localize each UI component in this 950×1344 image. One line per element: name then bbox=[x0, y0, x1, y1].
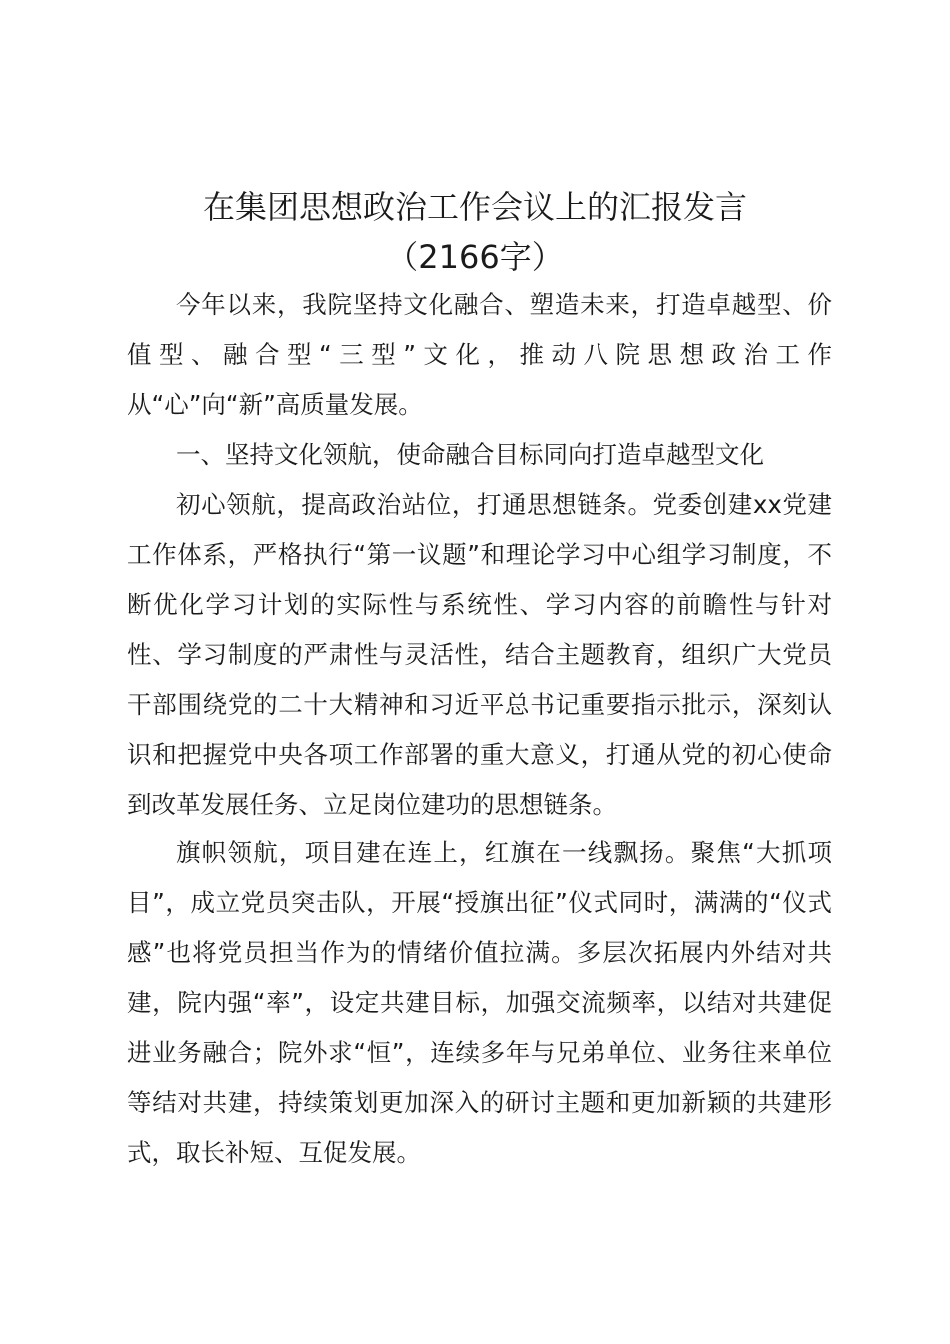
paragraph-block-2 bbox=[127, 828, 832, 1178]
paragraph-intro: 今年以来，我院坚持文化融合、塑造未来，打造卓越型、价值型、融合型“三型”文化，推动八院思想政治工作从“心”向“新”高质量发展。 bbox=[127, 290, 832, 419]
document-subtitle: （2166字） bbox=[386, 238, 564, 276]
paragraph-2: 旗帜领航，项目建在连上，红旗在一线飘扬。聚焦“大抓项目”，成立党员突击队，开展“授旗出征”仪式同时，满满的“仪式感”也将党员担当作为的情绪价值拉满。多层次拓展内外结对共建，院内强“率”，设定共建目标，加强交流频率，以结对共建促进业务融合；院外求“恒”，连续多年与兄弟单位、业务往来单位等结对共建，持续策划更加深入的研讨主题和更加新颖的共建形式，取长补短、互促发展。 bbox=[127, 838, 832, 1167]
document-title: 在集团思想政治工作会议上的汇报发言 bbox=[202, 188, 747, 226]
section-heading-block bbox=[127, 430, 832, 480]
section-heading-1: 一、坚持文化领航，使命融合目标同向打造卓越型文化 bbox=[176, 440, 764, 469]
paragraph-block-intro bbox=[127, 280, 832, 430]
paragraph-1: 初心领航，提高政治站位，打通思想链条。党委创建xx党建工作体系，严格执行“第一议题”和理论学习中心组学习制度，不断优化学习计划的实际性与系统性、学习内容的前瞻性与针对性、学习制度的严肃性与灵活性，结合主题教育，组织广大党员干部围绕党的二十大精神和习近平总书记重要指示批示，深刻认识和把握党中央各项工作部署的重大意义，打通从党的初心使命到改革发展任务、立足岗位建功的思想链条。 bbox=[127, 490, 832, 819]
paragraph-block-1 bbox=[127, 480, 832, 830]
title-block bbox=[0, 182, 950, 282]
